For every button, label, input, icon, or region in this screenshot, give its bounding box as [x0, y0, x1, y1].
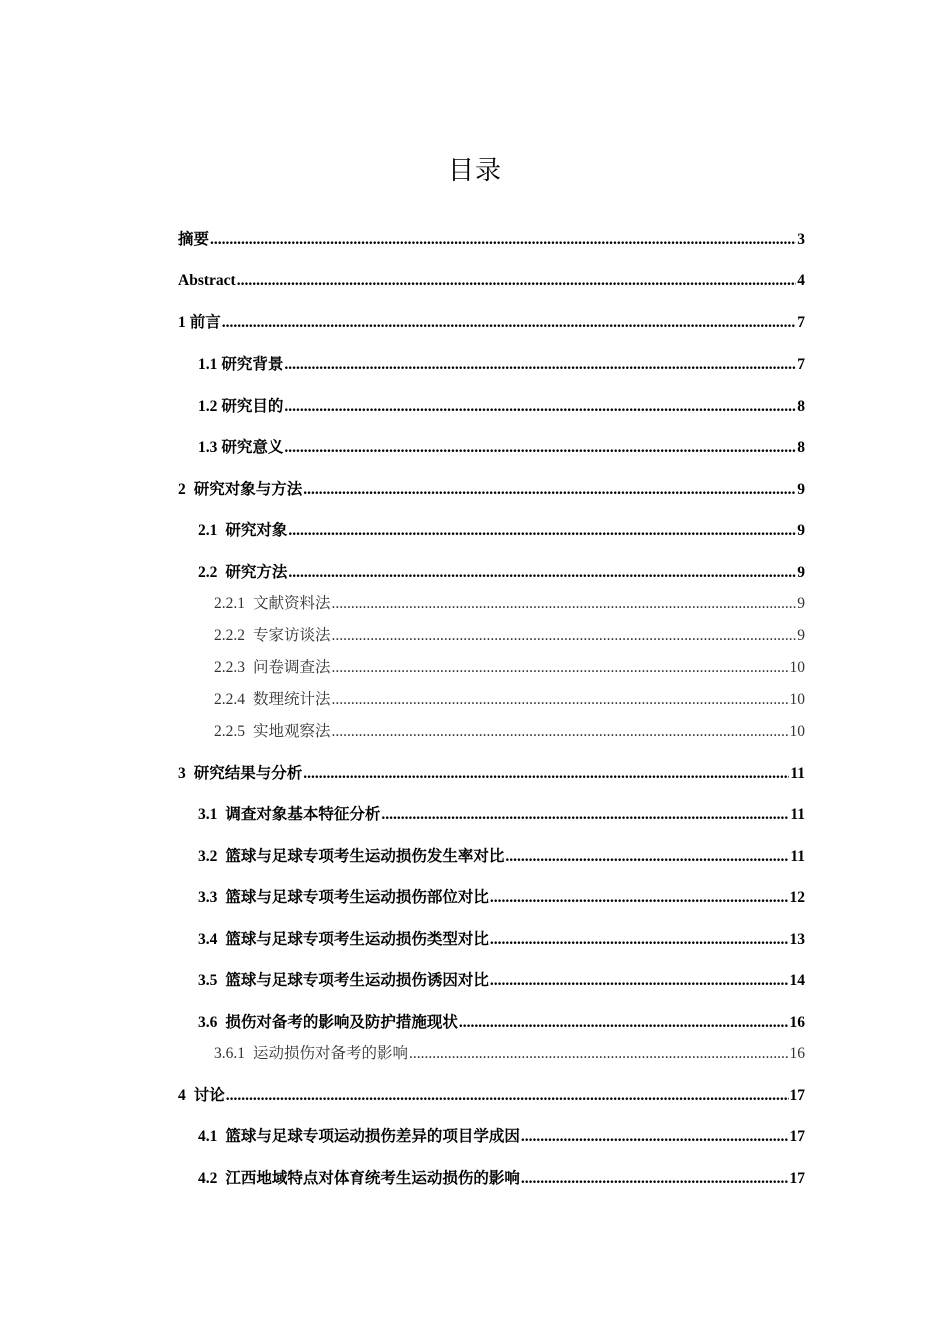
toc-entry-text: 篮球与足球专项考生运动损伤诱因对比: [225, 972, 489, 989]
toc-entry-text: 研究方法: [225, 564, 288, 581]
toc-entry-3-5[interactable]: [198, 970, 805, 992]
toc-leader-dots: [288, 520, 796, 542]
toc-entry-abstract-cn[interactable]: [178, 229, 805, 251]
toc-leader-dots: [381, 804, 789, 826]
toc-leader-dots: [222, 312, 796, 334]
toc-entry-text: 专家访谈法: [253, 627, 331, 644]
toc-page-number: 16: [789, 1014, 805, 1031]
toc-page-number: 10: [789, 691, 805, 708]
toc-entry-text: 损伤对备考的影响及防护措施现状: [225, 1014, 458, 1031]
toc-page-number: 14: [789, 972, 805, 989]
toc-entry-2-2[interactable]: [198, 562, 805, 584]
toc-entry-number: 2.2.1: [214, 595, 245, 612]
toc-entry-text: 研究意义: [221, 439, 284, 456]
toc-leader-dots: [521, 1126, 789, 1148]
toc-entry-text: Abstract: [178, 272, 236, 289]
toc-leader-dots: [490, 970, 789, 992]
toc-entry-1-2[interactable]: [198, 396, 805, 418]
toc-leader-dots: [284, 354, 796, 376]
toc-entry-3-3[interactable]: [198, 887, 805, 909]
toc-leader-dots: [284, 437, 796, 459]
toc-entry-text: 调查对象基本特征分析: [225, 806, 381, 823]
toc-entry-text: 摘要: [178, 231, 210, 248]
toc-entry-text: 研究对象与方法: [193, 481, 303, 498]
toc-entry-number: 3.1: [198, 806, 218, 823]
toc-leader-dots: [332, 593, 797, 615]
toc-entry-number: 1.2: [198, 398, 218, 415]
toc-leader-dots: [332, 625, 797, 647]
toc-page-number: 8: [797, 398, 805, 415]
toc-entry-text: 江西地域特点对体育统考生运动损伤的影响: [225, 1170, 520, 1187]
toc-entry-text: 文献资料法: [253, 595, 331, 612]
toc-leader-dots: [303, 479, 796, 501]
toc-entry-text: 篮球与足球专项运动损伤差异的项目学成因: [225, 1128, 520, 1145]
page-title: 目录: [447, 156, 502, 186]
toc-page-number: 3: [797, 231, 805, 248]
toc-page-number: 8: [797, 439, 805, 456]
toc-entry-3-2[interactable]: [198, 846, 805, 868]
toc-page-number: 17: [789, 1170, 805, 1187]
toc-entry-abstract-en[interactable]: [178, 270, 805, 292]
toc-entry-text: 研究目的: [221, 398, 284, 415]
toc-entry-text: 篮球与足球专项考生运动损伤部位对比: [225, 889, 489, 906]
toc-entry-4-2[interactable]: [198, 1168, 805, 1190]
toc-leader-dots: [332, 721, 789, 743]
toc-entry-text: 研究对象: [225, 522, 288, 539]
toc-entry-text: 问卷调查法: [253, 659, 331, 676]
toc-leader-dots: [303, 763, 789, 785]
toc-page-number: 4: [797, 272, 805, 289]
toc-entry-1[interactable]: [178, 312, 805, 334]
toc-entry-2[interactable]: [178, 479, 805, 501]
toc-entry-text: 研究背景: [221, 356, 284, 373]
toc-page-number: 11: [790, 765, 805, 782]
toc-entry-3-1[interactable]: [198, 804, 805, 826]
toc-entry-2-2-5[interactable]: [214, 721, 805, 743]
toc-page-number: 10: [789, 723, 805, 740]
toc-entry-2-2-1[interactable]: [214, 593, 805, 615]
toc-entry-2-1[interactable]: [198, 520, 805, 542]
toc-entry-4[interactable]: [178, 1085, 805, 1107]
toc-entry-2-2-2[interactable]: [214, 625, 805, 647]
toc-page-number: 9: [797, 564, 805, 581]
toc-page-number: 9: [797, 595, 805, 612]
toc-page-number: 7: [797, 314, 805, 331]
toc-entry-number: 2.2.2: [214, 627, 245, 644]
toc-page-number: 16: [789, 1045, 805, 1062]
toc-page-number: 13: [789, 931, 805, 948]
toc-entry-text: 运动损伤对备考的影响: [253, 1045, 409, 1062]
toc-entry-number: 2: [178, 481, 186, 498]
toc-entry-number: 4.1: [198, 1128, 218, 1145]
toc-entry-text: 篮球与足球专项考生运动损伤发生率对比: [225, 848, 505, 865]
toc-entry-number: 3.4: [198, 931, 218, 948]
toc-leader-dots: [459, 1012, 789, 1034]
toc-leader-dots: [521, 1168, 789, 1190]
toc-page-number: 7: [797, 356, 805, 373]
toc-entry-number: 4.2: [198, 1170, 218, 1187]
toc-leader-dots: [284, 396, 796, 418]
toc-page-number: 9: [797, 481, 805, 498]
toc-page-number: 9: [797, 627, 805, 644]
toc-entry-text: 前言: [189, 314, 221, 331]
toc-entry-number: 3.2: [198, 848, 218, 865]
toc-page-number: 9: [797, 522, 805, 539]
toc-leader-dots: [332, 689, 789, 711]
toc-entry-number: 3.5: [198, 972, 218, 989]
toc-leader-dots: [237, 270, 797, 292]
toc-entry-number: 2.2.5: [214, 723, 245, 740]
toc-page-number: 11: [790, 848, 805, 865]
toc-leader-dots: [210, 229, 796, 251]
toc-entry-number: 2.2.4: [214, 691, 245, 708]
toc-entry-3[interactable]: [178, 763, 805, 785]
toc-leader-dots: [505, 846, 789, 868]
toc-entry-number: 3.3: [198, 889, 218, 906]
toc-entry-number: 3: [178, 765, 186, 782]
toc-entry-number: 3.6.1: [214, 1045, 245, 1062]
toc-entry-number: 1.1: [198, 356, 218, 373]
toc-entry-text: 篮球与足球专项考生运动损伤类型对比: [225, 931, 489, 948]
toc-leader-dots: [288, 562, 796, 584]
toc-entry-number: 2.2: [198, 564, 218, 581]
toc-entry-4-1[interactable]: [198, 1126, 805, 1148]
toc-entry-text: 研究结果与分析: [193, 765, 303, 782]
toc-entry-number: 2.2.3: [214, 659, 245, 676]
toc-entry-3-6-1[interactable]: [214, 1043, 805, 1065]
toc-leader-dots: [490, 887, 789, 909]
toc-entry-number: 3.6: [198, 1014, 218, 1031]
toc-entry-text: 讨论: [193, 1087, 225, 1104]
toc-leader-dots: [332, 657, 789, 679]
toc-leader-dots: [490, 929, 789, 951]
toc-leader-dots: [409, 1043, 788, 1065]
toc-entry-1-1[interactable]: [198, 354, 805, 376]
toc-page-number: 11: [790, 806, 805, 823]
toc-page-number: 17: [789, 1087, 805, 1104]
toc-page-number: 10: [789, 659, 805, 676]
toc-entry-3-4[interactable]: [198, 929, 805, 951]
toc-entry-text: 实地观察法: [253, 723, 331, 740]
toc-entry-2-2-3[interactable]: [214, 657, 805, 679]
toc-entry-2-2-4[interactable]: [214, 689, 805, 711]
toc-entry-number: 4: [178, 1087, 186, 1104]
toc-entry-3-6[interactable]: [198, 1012, 805, 1034]
toc-leader-dots: [226, 1085, 789, 1107]
toc-entry-1-3[interactable]: [198, 437, 805, 459]
toc-entry-number: 2.1: [198, 522, 218, 539]
toc-entry-text: 数理统计法: [253, 691, 331, 708]
toc-entry-number: 1: [178, 314, 186, 331]
toc-page-number: 12: [789, 889, 805, 906]
toc-entry-number: 1.3: [198, 439, 218, 456]
toc-page-number: 17: [789, 1128, 805, 1145]
